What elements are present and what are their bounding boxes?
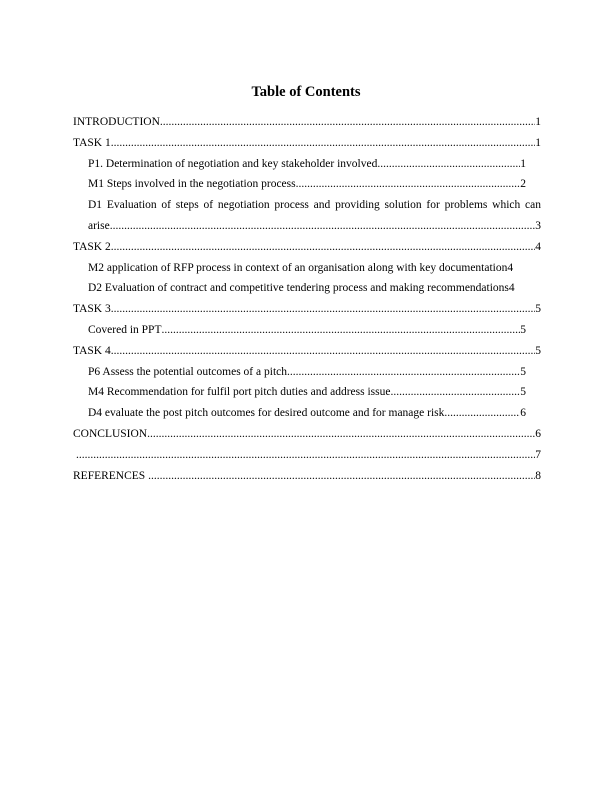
toc-entry-covered-in-ppt[interactable] xyxy=(73,320,526,341)
toc-entry-task-3[interactable] xyxy=(73,299,541,320)
toc-entry-task-2[interactable] xyxy=(73,237,541,258)
toc-page-number: 5 xyxy=(535,303,541,316)
toc-entry-label: P6 Assess the potential outcomes of a pitch xyxy=(88,365,287,378)
toc-entry-label: M4 Recommendation for fulfil port pitch duties and address issue xyxy=(88,386,391,399)
toc-entry-label: CONCLUSION xyxy=(73,427,148,440)
toc-page-number: 5 xyxy=(535,344,541,357)
toc-entry-p6[interactable] xyxy=(73,362,526,383)
toc-entry-task-4[interactable] xyxy=(73,341,541,362)
toc-list xyxy=(73,112,541,486)
toc-entry-label: arise xyxy=(88,219,110,232)
toc-page-number: 7 xyxy=(535,448,541,461)
toc-page-number: 1 xyxy=(535,136,541,149)
toc-page-number: 4 xyxy=(507,261,514,274)
toc-page-number: 1 xyxy=(535,116,541,128)
toc-entry-m2[interactable] xyxy=(73,258,526,279)
toc-page-number: 6 xyxy=(520,407,526,420)
toc-dot-leader xyxy=(287,362,520,383)
toc-entry-unlabeled[interactable] xyxy=(73,445,541,466)
toc-dot-leader xyxy=(377,154,520,175)
toc-page-number: 2 xyxy=(520,178,526,191)
toc-dot-leader xyxy=(111,299,536,320)
toc-entry-label: TASK 4 xyxy=(73,344,111,357)
toc-entry-task-1[interactable] xyxy=(73,133,541,154)
toc-entry-d1-line-1[interactable] xyxy=(73,195,541,216)
toc-entry-d1-line-2[interactable] xyxy=(73,216,541,237)
toc-page-number: 1 xyxy=(520,157,526,170)
toc-entry-introduction[interactable] xyxy=(73,112,541,133)
toc-entry-p1[interactable] xyxy=(73,154,526,175)
toc-entry-label: M1 Steps involved in the negotiation process xyxy=(88,178,296,191)
toc-page-number: 8 xyxy=(535,469,541,482)
toc-dot-leader xyxy=(444,403,520,424)
toc-entry-m4[interactable] xyxy=(73,382,526,403)
toc-entry-label: Covered in PPT xyxy=(88,323,162,336)
toc-entry-label: TASK 1 xyxy=(73,136,111,149)
toc-page-number: 5 xyxy=(520,386,526,399)
toc-entry-d2[interactable] xyxy=(73,278,526,299)
toc-entry-conclusion[interactable] xyxy=(73,424,541,445)
toc-dot-leader xyxy=(111,237,536,258)
toc-dot-leader xyxy=(147,424,535,445)
toc-entry-label: D4 evaluate the post pitch outcomes for desired outcome and for manage risk xyxy=(88,407,445,420)
toc-entry-d4[interactable] xyxy=(73,403,526,424)
toc-entry-label: D2 Evaluation of contract and competitive tendering process and making recommendations xyxy=(88,282,509,295)
toc-page-number: 4 xyxy=(535,240,541,253)
toc-dot-leader xyxy=(160,112,535,133)
toc-page-number: 5 xyxy=(520,365,526,378)
toc-entry-label: INTRODUCTION xyxy=(73,116,160,128)
toc-entry-label: M2 application of RFP process in context of an organisation along with key documentation xyxy=(88,261,508,274)
toc-entry-label: P1. Determination of negotiation and key stakeholder involved xyxy=(88,157,378,170)
toc-dot-leader xyxy=(161,320,520,341)
toc-page-number: 6 xyxy=(535,427,541,440)
toc-entry-label: D1 Evaluation of steps of negotiation process and providing solution for problems which can xyxy=(88,199,541,212)
toc-page-number: 5 xyxy=(520,323,526,336)
toc-entry-label: TASK 3 xyxy=(73,303,111,316)
toc-dot-leader xyxy=(76,445,535,466)
toc-dot-leader xyxy=(390,382,520,403)
toc-dot-leader xyxy=(296,174,521,195)
toc-dot-leader xyxy=(111,133,536,154)
toc-entry-m1[interactable] xyxy=(73,174,526,195)
toc-entry-label: TASK 2 xyxy=(73,240,111,253)
toc-page-number: 3 xyxy=(535,219,541,232)
toc-dot-leader xyxy=(110,216,536,237)
toc-dot-leader xyxy=(111,341,536,362)
toc-dot-leader xyxy=(148,466,535,487)
toc-page-number: 4 xyxy=(508,282,515,295)
toc-title: Table of Contents xyxy=(251,84,361,100)
toc-entry-references[interactable] xyxy=(73,466,541,487)
toc-entry-label: REFERENCES xyxy=(73,469,149,482)
